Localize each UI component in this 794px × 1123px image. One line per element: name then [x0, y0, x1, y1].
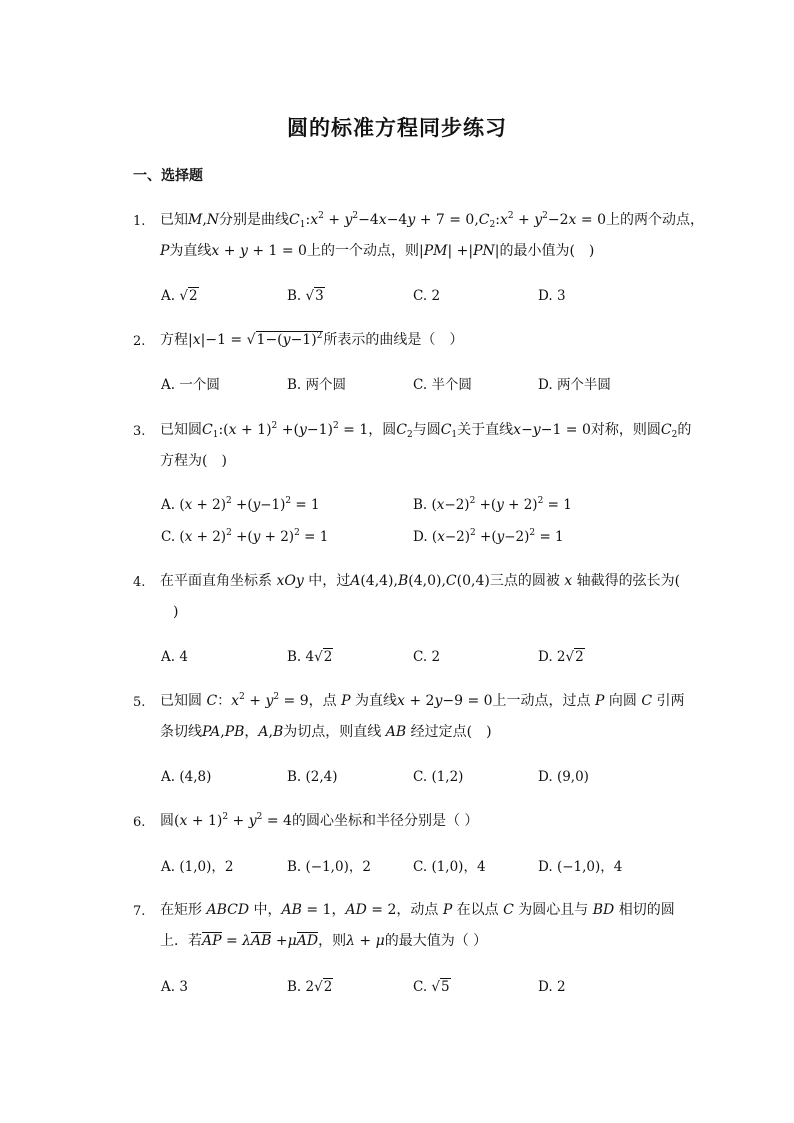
- question-2-text: 方程$|x|-1 = √1-(y-1)^2$所表示的曲线是（ ）: [160, 331, 464, 348]
- question-3-text-line-1: 已知圆$C_1:(x + 1)^2 +(y-1)^2 = 1$，圆$C_2$与圆$C_1$关于直线x−y−1 = 0对称，则圆$C_2$的: [160, 421, 692, 440]
- question-4-option-a[interactable]: A. 4: [161, 649, 188, 665]
- question-3-option-c[interactable]: C. $(x + 2)^2 +(y + 2)^2 = 1$: [161, 528, 329, 545]
- question-6-number: 6.: [133, 815, 146, 830]
- question-7-option-a[interactable]: A. 3: [161, 979, 188, 995]
- question-1-option-d[interactable]: D. 3: [538, 288, 566, 304]
- question-4-text-line-2: ): [173, 604, 179, 620]
- page-title: 圆的标准方程同步练习: [287, 116, 507, 140]
- question-3-number: 3.: [133, 424, 146, 439]
- question-5-option-d[interactable]: D. (9,0): [538, 769, 589, 785]
- question-5-option-b[interactable]: B. (2,4): [287, 769, 338, 785]
- question-1-option-c[interactable]: C. 2: [413, 288, 441, 304]
- question-1-option-b[interactable]: B. √3: [287, 288, 324, 304]
- question-6-option-d[interactable]: D. (−1,0)，4: [538, 859, 623, 875]
- question-6-option-c[interactable]: C. (1,0)，4: [413, 859, 486, 875]
- question-5-number: 5.: [133, 695, 146, 710]
- question-1-option-a[interactable]: A. √2: [161, 288, 198, 304]
- question-3-text-line-2: 方程为( ): [160, 453, 227, 469]
- question-2-option-d[interactable]: D. 两个半圆: [538, 377, 611, 393]
- question-5-option-a[interactable]: A. (4,8): [161, 769, 212, 785]
- question-2-number: 2.: [133, 334, 146, 349]
- question-6-option-a[interactable]: A. (1,0)，2: [161, 859, 234, 875]
- question-6-option-b[interactable]: B. (−1,0)，2: [287, 859, 371, 875]
- question-4-option-c[interactable]: C. 2: [413, 649, 441, 665]
- question-1-text-line-1: 已知M,N分别是曲线$C_1:x^2 + y^2-4x-4y + 7$ = $0,C_2:x^2 + y^2-2x = 0$上的两个动点，: [160, 211, 704, 230]
- question-2-option-b[interactable]: B. 两个圆: [287, 377, 347, 393]
- question-2-option-c[interactable]: C. 半个圆: [413, 377, 472, 393]
- question-7-text-line-2: 上．若AP = λAB +μAD，则λ + μ的最大值为（ ）: [160, 933, 488, 949]
- question-7-option-c[interactable]: C. √5: [413, 979, 450, 995]
- question-4-text-line-1: 在平面直角坐标系 xOy 中，过A(4,4),B(4,0),C(0,4)三点的圆被 x 轴截得的弦长为(: [160, 573, 681, 589]
- question-5-text-line-1: 已知圆 C：$x^2 + y^2 = 9$，点 P 为直线x + 2y−9 = 0上一动点，过点 P 向圆 C 引两: [160, 692, 685, 709]
- question-1-text-line-2: P为直线x + y + 1 = 0上的一个动点，则|PM| +|PN|的最小值为( ): [160, 243, 595, 259]
- question-4-option-b[interactable]: B. 4√2: [287, 649, 333, 665]
- question-4-number: 4.: [133, 575, 146, 590]
- question-5-option-c[interactable]: C. (1,2): [413, 769, 464, 785]
- question-3-option-a[interactable]: A. $(x + 2)^2 +(y-1)^2 = 1$: [161, 496, 320, 513]
- question-7-option-b[interactable]: B. 2√2: [287, 979, 333, 995]
- question-3-option-b[interactable]: B. $(x-2)^2 +(y + 2)^2 = 1$: [413, 496, 572, 513]
- question-6-text: 圆$(x + 1)^2 + y^2 = 4$的圆心坐标和半径分别是（ ）: [160, 812, 479, 829]
- question-7-text-line-1: 在矩形 ABCD 中，AB = 1，AD = 2，动点 P 在以点 C 为圆心且与 BD 相切的圆: [160, 902, 675, 918]
- question-7-option-d[interactable]: D. 2: [538, 979, 566, 995]
- question-1-number: 1.: [133, 214, 146, 229]
- question-4-option-d[interactable]: D. 2√2: [538, 649, 584, 665]
- question-3-option-d[interactable]: D. $(x-2)^2 +(y-2)^2 = 1$: [413, 528, 564, 545]
- section-heading: 一、选择题: [133, 168, 203, 184]
- question-7-number: 7.: [133, 904, 146, 919]
- question-5-text-line-2: 条切线PA,PB，A,B为切点，则直线 AB 经过定点( ): [160, 724, 492, 740]
- question-2-option-a[interactable]: A. 一个圆: [161, 377, 220, 393]
